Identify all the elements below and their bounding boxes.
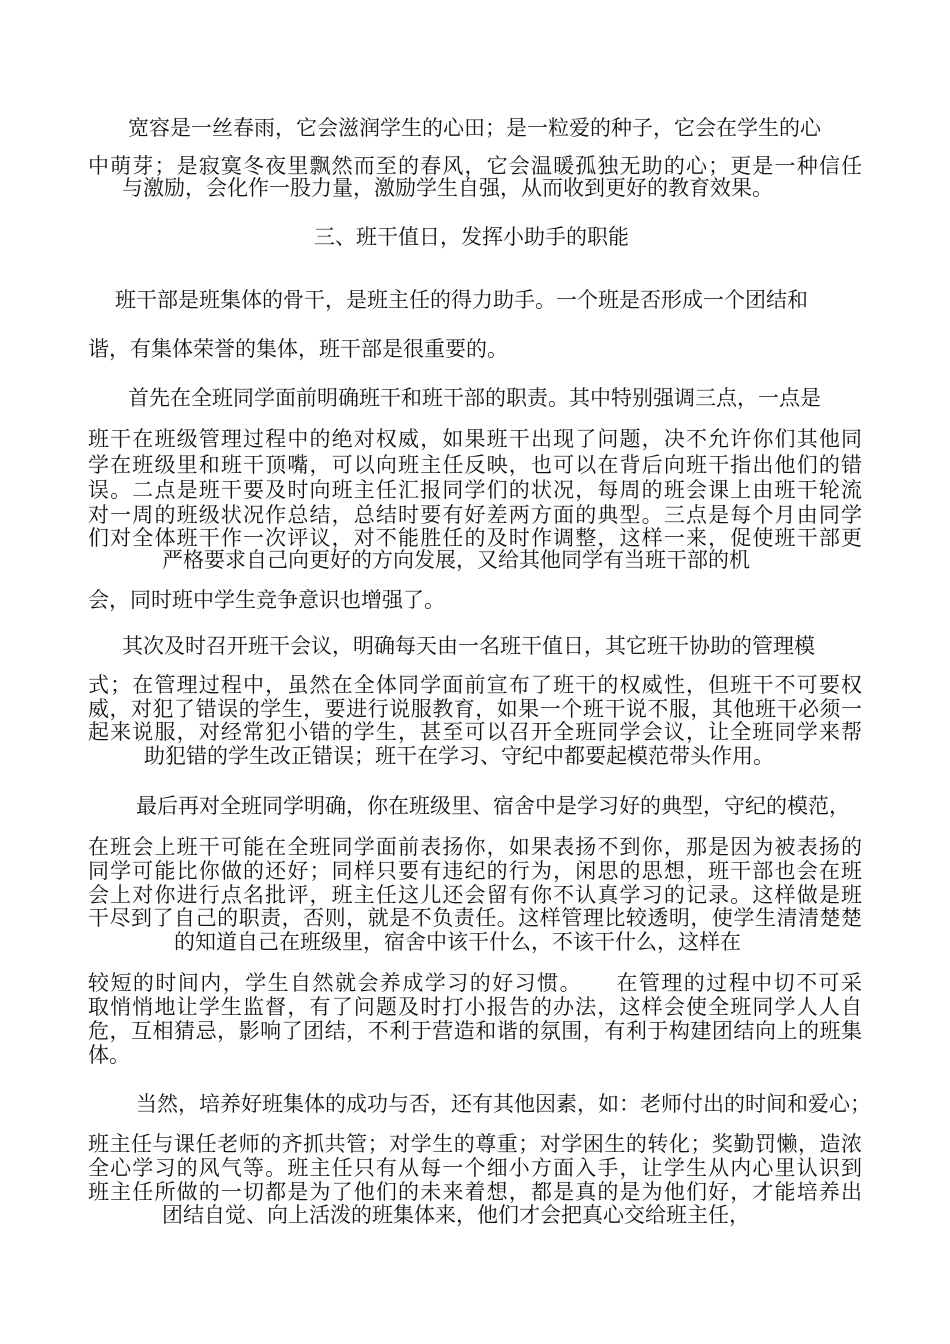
section-heading: 三、班干值日，发挥小助手的职能 bbox=[314, 225, 629, 249]
text-line: 取悄悄地让学生监督，有了问题及时打小报告的办法，这样会使全班同学人人自 bbox=[88, 995, 862, 1019]
text-line: 严格要求自己向更好的方向发展，又给其他同学有当班干部的机 bbox=[162, 548, 750, 572]
text-line: 误。二点是班干要及时向班主任汇报同学们的状况，每周的班会课上由班干轮流 bbox=[88, 478, 862, 502]
text-line: 当然，培养好班集体的成功与否，还有其他因素，如：老师付出的时间和爱心； bbox=[136, 1092, 871, 1116]
text-line: 全心学习的风气等。班主任只有从每一个细小方面入手，让学生从内心里认识到 bbox=[88, 1156, 862, 1180]
text-line: 宽容是一丝春雨，它会滋润学生的心田；是一粒爱的种子，它会在学生的心 bbox=[128, 116, 821, 140]
text-line: 会上对你进行点名批评，班主任这儿还会留有你不认真学习的记录。这样做是班 bbox=[88, 883, 862, 907]
text-line: 会，同时班中学生竞争意识也增强了。 bbox=[88, 588, 445, 612]
text-line: 起来说服，对经常犯小错的学生，甚至可以召开全班同学会议，让全班同学来帮 bbox=[88, 720, 862, 744]
text-line: 危，互相猜忌，影响了团结，不利于营造和谐的氛围，有利于构建团结向上的班集 bbox=[88, 1019, 862, 1043]
text-line: 班干部是班集体的骨干，是班主任的得力助手。一个班是否形成一个团结和 bbox=[115, 288, 808, 312]
text-line: 体。 bbox=[88, 1043, 130, 1067]
text-line: 中萌芽；是寂寞冬夜里飘然而至的春风，它会温暖孤独无助的心；更是一种信任 bbox=[88, 154, 862, 178]
text-line: 最后再对全班同学明确，你在班级里、宿舍中是学习好的典型，守纪的模范， bbox=[136, 794, 850, 818]
text-line: 谐，有集体荣誉的集体，班干部是很重要的。 bbox=[88, 337, 508, 361]
text-line: 同学可能比你做的还好；同样只要有违纪的行为，闲思的思想，班干部也会在班 bbox=[88, 859, 862, 883]
text-line: 的知道自己在班级里，宿舍中该干什么，不该干什么，这样在 bbox=[174, 930, 741, 954]
text-line: 学在班级里和班干顶嘴，可以向班主任反映，也可以在背后向班干指出他们的错 bbox=[88, 453, 862, 477]
text-line: 班主任与课任老师的齐抓共管；对学生的尊重；对学困生的转化；奖勤罚懒，造浓 bbox=[88, 1132, 862, 1156]
text-line: 首先在全班同学面前明确班干和班干部的职责。其中特别强调三点，一点是 bbox=[128, 386, 821, 410]
text-line: 班干在班级管理过程中的绝对权威，如果班干出现了问题，决不允许你们其他同 bbox=[88, 427, 862, 451]
text-line: 其次及时召开班干会议，明确每天由一名班干值日，其它班干协助的管理模 bbox=[122, 634, 815, 658]
text-line: 干尽到了自己的职责，否则，就是不负责任。这样管理比较透明，使学生清清楚楚 bbox=[88, 906, 862, 930]
text-line: 班主任所做的一切都是为了他们的未来着想，都是真的是为他们好，才能培养出 bbox=[88, 1180, 862, 1204]
text-line: 们对全体班干作一次评议，对不能胜任的及时作调整，这样一来，促使班干部更 bbox=[88, 526, 862, 550]
text-line: 团结自觉、向上活泼的班集体来，他们才会把真心交给班主任， bbox=[162, 1203, 750, 1227]
text-line: 对一周的班级状况作总结，总结时要有好差两方面的典型。三点是每个月由同学 bbox=[88, 503, 862, 527]
text-line: 较短的时间内，学生自然就会养成学习的好习惯。 在管理的过程中切不可采 bbox=[88, 971, 862, 995]
text-line: 助犯错的学生改正错误；班干在学习、守纪中都要起模范带头作用。 bbox=[144, 744, 774, 768]
text-line: 与激励，会化作一股力量，激励学生自强，从而收到更好的教育效果。 bbox=[122, 176, 773, 200]
text-line: 在班会上班干可能在全班同学面前表扬你，如果表扬不到你，那是因为被表扬的 bbox=[88, 835, 862, 859]
text-line: 式；在管理过程中，虽然在全体同学面前宣布了班干的权威性，但班干不可要权 bbox=[88, 673, 862, 697]
text-line: 威，对犯了错误的学生，要进行说服教育，如果一个班干说不服，其他班干必须一 bbox=[88, 697, 862, 721]
